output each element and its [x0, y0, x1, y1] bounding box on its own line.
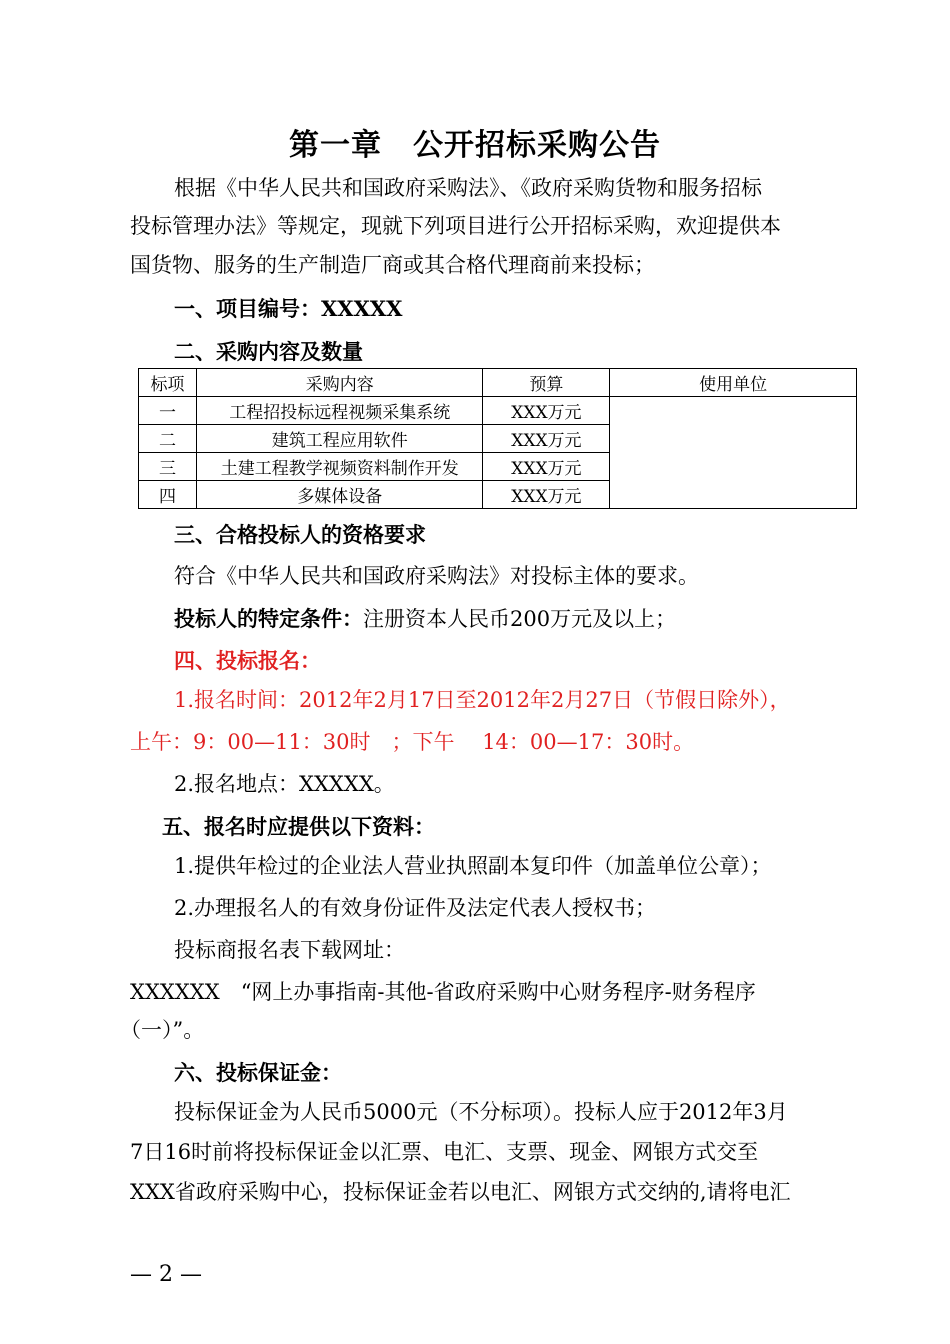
row-item: 四: [139, 481, 197, 509]
registration-time-line-1: 1.报名时间：2012年2月17日至2012年2月27日（节假日除外），: [174, 688, 791, 712]
section-3-heading: 三、合格投标人的资格要求: [174, 522, 426, 547]
page-title: 第一章 公开招标采购公告: [289, 128, 661, 163]
row-budget: XXX万元: [483, 453, 610, 481]
deposit-line-1: 投标保证金为人民币5000元（不分标项）。投标人应于2012年3月: [174, 1100, 788, 1124]
project-number: XXXXX: [321, 296, 403, 321]
download-path-line-1: XXXXXX “网上办事指南-其他-省政府采购中心财务程序-财务程序: [130, 980, 756, 1004]
row-content: 建筑工程应用软件: [196, 425, 483, 453]
procurement-table: [138, 368, 857, 509]
header-unit: 使用单位: [610, 369, 857, 397]
row-item: 三: [139, 453, 197, 481]
row-budget: XXX万元: [483, 397, 610, 425]
table-row: [139, 397, 857, 425]
section-1-label: 一、项目编号：: [174, 296, 321, 321]
section-3-text: 符合《中华人民共和国政府采购法》对投标主体的要求。: [174, 564, 699, 588]
special-conditions: [174, 604, 676, 634]
special-conditions-label: 投标人的特定条件：: [174, 606, 363, 631]
intro-line-3: 国货物、服务的生产制造厂商或其合格代理商前来投标；: [130, 253, 655, 277]
row-content: 多媒体设备: [196, 481, 483, 509]
header-item: 标项: [139, 369, 197, 397]
row-budget: XXX万元: [483, 425, 610, 453]
row-item: 一: [139, 397, 197, 425]
page-number: — 2 —: [130, 1262, 202, 1287]
header-budget: 预算: [483, 369, 610, 397]
intro-line-2: 投标管理办法》等规定，现就下列项目进行公开招标采购，欢迎提供本: [130, 214, 781, 238]
required-doc-2: 2.办理报名人的有效身份证件及法定代表人授权书；: [174, 896, 657, 920]
deposit-line-2: 7日16时前将投标保证金以汇票、电汇、支票、现金、网银方式交至: [130, 1140, 759, 1164]
table-header-row: [139, 369, 857, 397]
registration-place: 2.报名地点：XXXXX。: [174, 772, 395, 796]
required-doc-1: 1.提供年检过的企业法人营业执照副本复印件（加盖单位公章）；: [174, 854, 772, 878]
download-label: 投标商报名表下载网址：: [174, 938, 405, 962]
section-5-heading: 五、报名时应提供以下资料：: [162, 814, 435, 839]
section-6-heading: 六、投标保证金：: [174, 1060, 342, 1085]
row-content: 土建工程教学视频资料制作开发: [196, 453, 483, 481]
special-conditions-text: 注册资本人民币200万元及以上；: [363, 607, 677, 631]
row-item: 二: [139, 425, 197, 453]
header-content: 采购内容: [196, 369, 483, 397]
unit-cell: [610, 397, 857, 509]
section-2-heading: 二、采购内容及数量: [174, 339, 363, 364]
section-4-heading: 四、投标报名：: [174, 648, 321, 673]
section-1-heading: [174, 294, 402, 323]
registration-time-line-2: 上午：9：00—11：30时 ；下午 14：00—17：30时。: [130, 730, 695, 754]
deposit-line-3: XXX省政府采购中心，投标保证金若以电汇、网银方式交纳的,请将电汇: [130, 1180, 791, 1204]
row-content: 工程招投标远程视频采集系统: [196, 397, 483, 425]
intro-line-1: 根据《中华人民共和国政府采购法》、《政府采购货物和服务招标: [174, 176, 762, 200]
download-path-line-2: （一）”。: [120, 1018, 205, 1042]
row-budget: XXX万元: [483, 481, 610, 509]
